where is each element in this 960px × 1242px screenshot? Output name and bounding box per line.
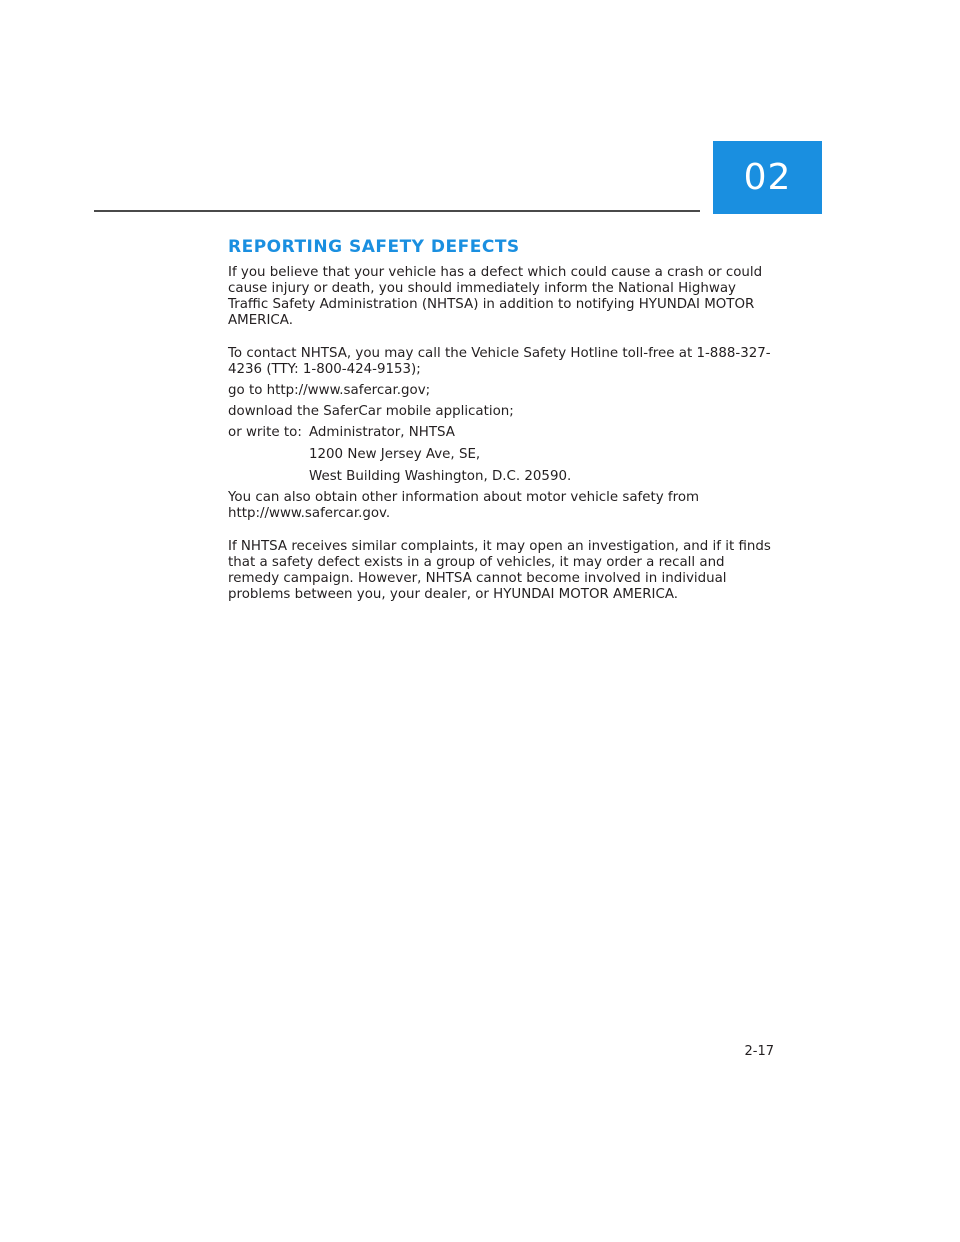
address-line-3: West Building Washington, D.C. 20590. <box>309 469 572 484</box>
address-block <box>309 425 774 441</box>
page-number: 2-17 <box>744 1044 774 1059</box>
mailing-address <box>228 425 774 441</box>
section-content <box>228 236 774 603</box>
chapter-tab <box>713 141 822 214</box>
address-line-1: Administrator, NHTSA <box>309 425 455 440</box>
paragraph-hotline: To contact NHTSA, you may call the Vehicle Safety Hotline toll-free at 1-888-327-4236 (TTY: 1-800-424-9153); <box>228 346 771 377</box>
paragraph-more-info: You can also obtain other information about motor vehicle safety from http://www.safercar.gov. <box>228 490 700 521</box>
address-line-2: 1200 New Jersey Ave, SE, <box>309 447 481 462</box>
paragraph-investigation: If NHTSA receives similar complaints, it may open an investigation, and if it finds that a safety defect exists in a group of vehicles, it may order a recall and remedy campaign. However, NHTSA cannot become involved in individual problems between you, your dealer, or HYUNDAI MOTOR AMERICA. <box>228 539 771 602</box>
header-divider <box>94 210 700 212</box>
paragraph-intro: If you believe that your vehicle has a defect which could cause a crash or could cause injury or death, you should immediately inform the National Highway Traffic Safety Administration (NHTSA) in addition to notifying HYUNDAI MOTOR AMERICA. <box>228 265 763 328</box>
address-continuation <box>309 447 774 485</box>
chapter-number: 02 <box>743 157 792 198</box>
paragraph-website: go to http://www.safercar.gov; <box>228 383 431 398</box>
paragraph-app: download the SaferCar mobile application; <box>228 404 514 419</box>
write-label: or write to: <box>228 425 302 440</box>
section-title: REPORTING SAFETY DEFECTS <box>228 237 520 257</box>
